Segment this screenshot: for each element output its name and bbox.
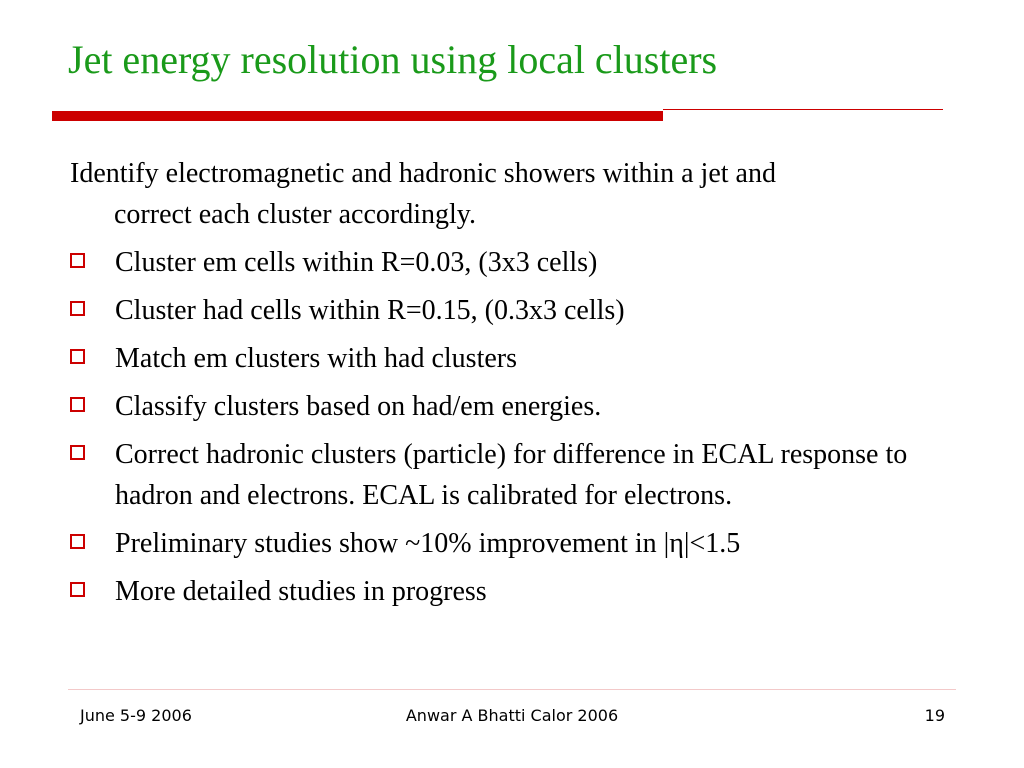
list-item <box>70 242 950 283</box>
list-item <box>70 290 950 331</box>
title-underline-thin <box>663 109 943 110</box>
footer-author-event: Anwar A Bhatti Calor 2006 <box>405 706 619 725</box>
bullet-text: Classify clusters based on had/em energies. <box>115 391 602 422</box>
footer-divider <box>68 689 956 690</box>
square-bullet-icon <box>70 301 85 316</box>
list-item <box>70 434 950 516</box>
title-underline-thick <box>52 111 663 121</box>
list-item <box>70 571 950 612</box>
slide-title: Jet energy resolution using local clusters <box>68 37 718 82</box>
list-item <box>70 338 950 379</box>
footer-date: June 5-9 2006 <box>80 706 192 725</box>
square-bullet-icon <box>70 253 85 268</box>
square-bullet-icon <box>70 534 85 549</box>
square-bullet-icon <box>70 445 85 460</box>
intro-line-1: Identify electromagnetic and hadronic showers within a jet and <box>70 158 776 189</box>
bullet-text: Cluster had cells within R=0.15, (0.3x3 cells) <box>115 295 625 326</box>
list-item <box>70 386 950 427</box>
bullet-list <box>70 242 950 612</box>
bullet-text: Preliminary studies show ~10% improvement in |η|<1.5 <box>115 528 741 559</box>
bullet-text: Cluster em cells within R=0.03, (3x3 cells) <box>115 247 598 278</box>
bullet-text: More detailed studies in progress <box>115 576 487 607</box>
intro-paragraph <box>70 153 950 235</box>
intro-line-2: correct each cluster accordingly. <box>114 199 476 230</box>
slide-number: 19 <box>924 706 945 725</box>
bullet-text: Correct hadronic clusters (particle) for difference in ECAL response to hadron and electrons. ECAL is calibrated for electrons. <box>115 439 908 511</box>
list-item <box>70 523 950 564</box>
bullet-text: Match em clusters with had clusters <box>115 343 518 374</box>
square-bullet-icon <box>70 397 85 412</box>
slide-body <box>70 153 950 619</box>
square-bullet-icon <box>70 582 85 597</box>
square-bullet-icon <box>70 349 85 364</box>
